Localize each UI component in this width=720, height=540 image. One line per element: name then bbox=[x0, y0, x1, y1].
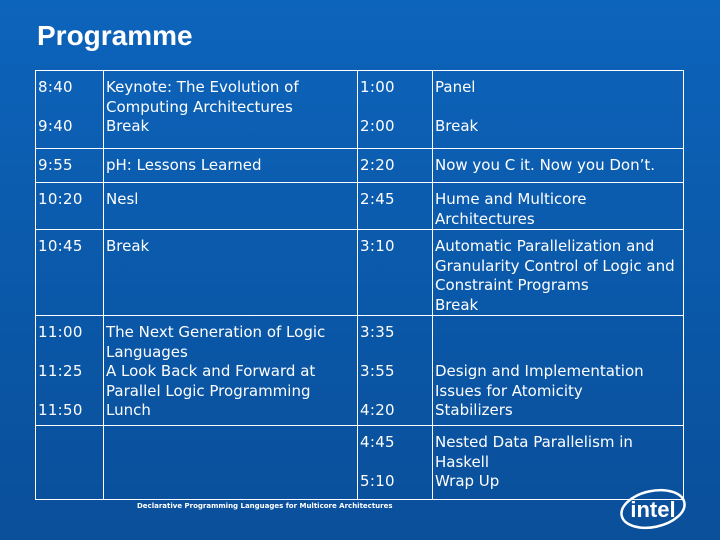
session-label: pH: Lessons Learned bbox=[106, 156, 262, 174]
session-cell bbox=[433, 230, 684, 316]
intel-logo bbox=[618, 487, 688, 531]
time-cell bbox=[36, 149, 104, 183]
session-label: Hume and Multicore Architectures bbox=[435, 190, 587, 228]
time-label: 2:20 bbox=[360, 156, 395, 174]
session-cell bbox=[104, 149, 358, 183]
footer-text: Declarative Programming Languages for Multicore Architectures bbox=[137, 502, 393, 510]
time-cell bbox=[36, 316, 104, 426]
time-label: 3:35 bbox=[360, 323, 395, 341]
session-cell bbox=[433, 71, 684, 149]
time-cell bbox=[358, 71, 433, 149]
time-label: 4:20 bbox=[360, 401, 395, 419]
time-label bbox=[38, 343, 103, 363]
time-label: 10:20 bbox=[38, 190, 83, 208]
time-cell bbox=[36, 183, 104, 230]
svg-text:intel: intel bbox=[630, 497, 676, 522]
session-label bbox=[435, 343, 683, 363]
session-cell bbox=[104, 230, 358, 316]
session-label: Panel bbox=[435, 78, 476, 96]
time-label: 3:55 bbox=[360, 362, 395, 380]
session-label: Break bbox=[106, 117, 150, 135]
time-label: 2:45 bbox=[360, 190, 395, 208]
time-cell bbox=[36, 426, 104, 500]
programme-table bbox=[35, 70, 684, 500]
session-label: Break bbox=[435, 295, 479, 314]
time-label bbox=[38, 382, 103, 402]
session-label: Stabilizers bbox=[435, 401, 513, 419]
time-cell bbox=[36, 71, 104, 149]
time-label: 11:00 bbox=[38, 323, 83, 341]
session-label bbox=[106, 433, 357, 453]
time-label: 9:55 bbox=[38, 156, 73, 174]
session-label: Automatic Parallelization and Granularity Control of Logic and Constraint Programs bbox=[435, 237, 675, 294]
session-label: A Look Back and Forward at Parallel Logic Programming bbox=[106, 362, 316, 400]
session-label: Lunch bbox=[106, 401, 151, 419]
time-label: 11:25 bbox=[38, 362, 83, 380]
table-row bbox=[36, 71, 684, 149]
session-label: Now you C it. Now you Don’t. bbox=[435, 156, 656, 174]
session-label bbox=[435, 323, 683, 343]
time-label: 2:00 bbox=[360, 117, 395, 135]
time-label: 1:00 bbox=[360, 78, 395, 96]
time-cell bbox=[358, 426, 433, 500]
session-cell bbox=[433, 149, 684, 183]
time-label: 5:10 bbox=[360, 472, 395, 490]
time-label: 4:45 bbox=[360, 433, 395, 451]
session-cell bbox=[104, 426, 358, 500]
time-label bbox=[360, 453, 432, 473]
session-label: Nested Data Parallelism in Haskell bbox=[435, 433, 633, 471]
session-label bbox=[435, 98, 683, 118]
slide-title: Programme bbox=[37, 20, 193, 51]
session-label: Wrap Up bbox=[435, 472, 500, 490]
table-row bbox=[36, 316, 684, 426]
session-cell bbox=[433, 183, 684, 230]
session-label: Nesl bbox=[106, 190, 139, 208]
time-cell bbox=[36, 230, 104, 316]
time-label: 10:45 bbox=[38, 237, 83, 255]
time-cell bbox=[358, 230, 433, 316]
time-label: 3:10 bbox=[360, 237, 395, 255]
table-row bbox=[36, 230, 684, 316]
session-cell bbox=[104, 71, 358, 149]
table-row bbox=[36, 149, 684, 183]
table-row bbox=[36, 183, 684, 230]
session-cell bbox=[104, 183, 358, 230]
time-label: 11:50 bbox=[38, 401, 83, 419]
table-row bbox=[36, 426, 684, 500]
time-label: 9:40 bbox=[38, 117, 73, 135]
time-label bbox=[360, 98, 432, 118]
session-label: Break bbox=[106, 237, 150, 255]
session-label: Design and Implementation Issues for Atomicity bbox=[435, 362, 644, 400]
time-label: 8:40 bbox=[38, 78, 73, 96]
session-cell bbox=[433, 316, 684, 426]
time-label bbox=[38, 98, 103, 118]
session-label: Break bbox=[435, 117, 479, 135]
time-label bbox=[360, 382, 432, 402]
time-label bbox=[360, 343, 432, 363]
session-label: The Next Generation of Logic Languages bbox=[106, 323, 326, 361]
programme-table-body bbox=[36, 71, 684, 500]
session-cell bbox=[104, 316, 358, 426]
session-label: Keynote: The Evolution of Computing Architectures bbox=[106, 78, 299, 116]
time-cell bbox=[358, 149, 433, 183]
time-cell bbox=[358, 183, 433, 230]
time-label bbox=[38, 433, 103, 453]
time-cell bbox=[358, 316, 433, 426]
